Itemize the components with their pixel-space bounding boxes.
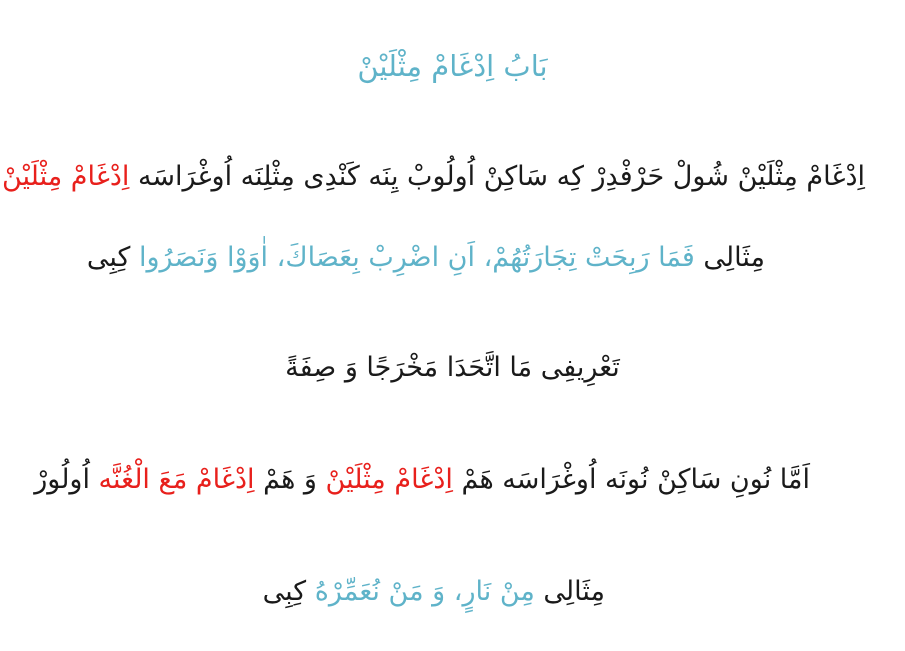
example-suffix: كِبِى: [262, 576, 315, 607]
paragraph-noon-sakin: [0, 460, 905, 500]
noon-text-mid: وَ هَمْ: [254, 464, 326, 495]
rule-text: تَعْرِيفِى مَا اتَّحَدَا مَخْرَجًا وَ صِفَةً: [285, 352, 620, 383]
noon-text: اَمَّا نُونِ سَاكِنْ نُونَه اُوغْرَاسَه هَمْ: [452, 464, 810, 495]
paragraph-rule: [0, 348, 905, 388]
noon-text-end: اُولُورْ: [34, 464, 99, 495]
paragraph-examples: [0, 238, 905, 278]
example-suffix: كِبِى: [86, 242, 139, 273]
definition-text: اِدْغَامْ مِثْلَيْنْ شُولْ حَرْفْدِرْ كِه سَاكِنْ اُولُوبْ يِنَه كَنْدِى مِثْلِنَه اُوغْرَاسَه: [129, 161, 865, 192]
highlighted-term: اِدْغَامْ مِثْلَيْنْ: [325, 464, 453, 495]
example-verses: مِنْ نَارٍ، وَ مَنْ نُعَمِّرْهُ: [314, 576, 535, 607]
paragraph-examples-2: [0, 572, 905, 612]
example-verses: فَمَا رَبِحَتْ تِجَارَتُهُمْ، اَنِ اضْرِبْ بِعَصَاكَ، اٰوَوْا وَنَصَرُوا: [138, 242, 695, 273]
paragraph-definition: [0, 157, 905, 197]
highlighted-term: اِدْغَامْ مِثْلَيْنْ: [1, 161, 130, 192]
page-title: بَابُ اِدْغَامْ مِثْلَيْنْ: [357, 49, 548, 83]
example-label: مِثَالِى: [694, 242, 765, 273]
highlighted-term-ghunna: اِدْغَامْ مَعَ الْغُنَّه: [98, 464, 255, 495]
example-label: مِثَالِى: [534, 576, 605, 607]
